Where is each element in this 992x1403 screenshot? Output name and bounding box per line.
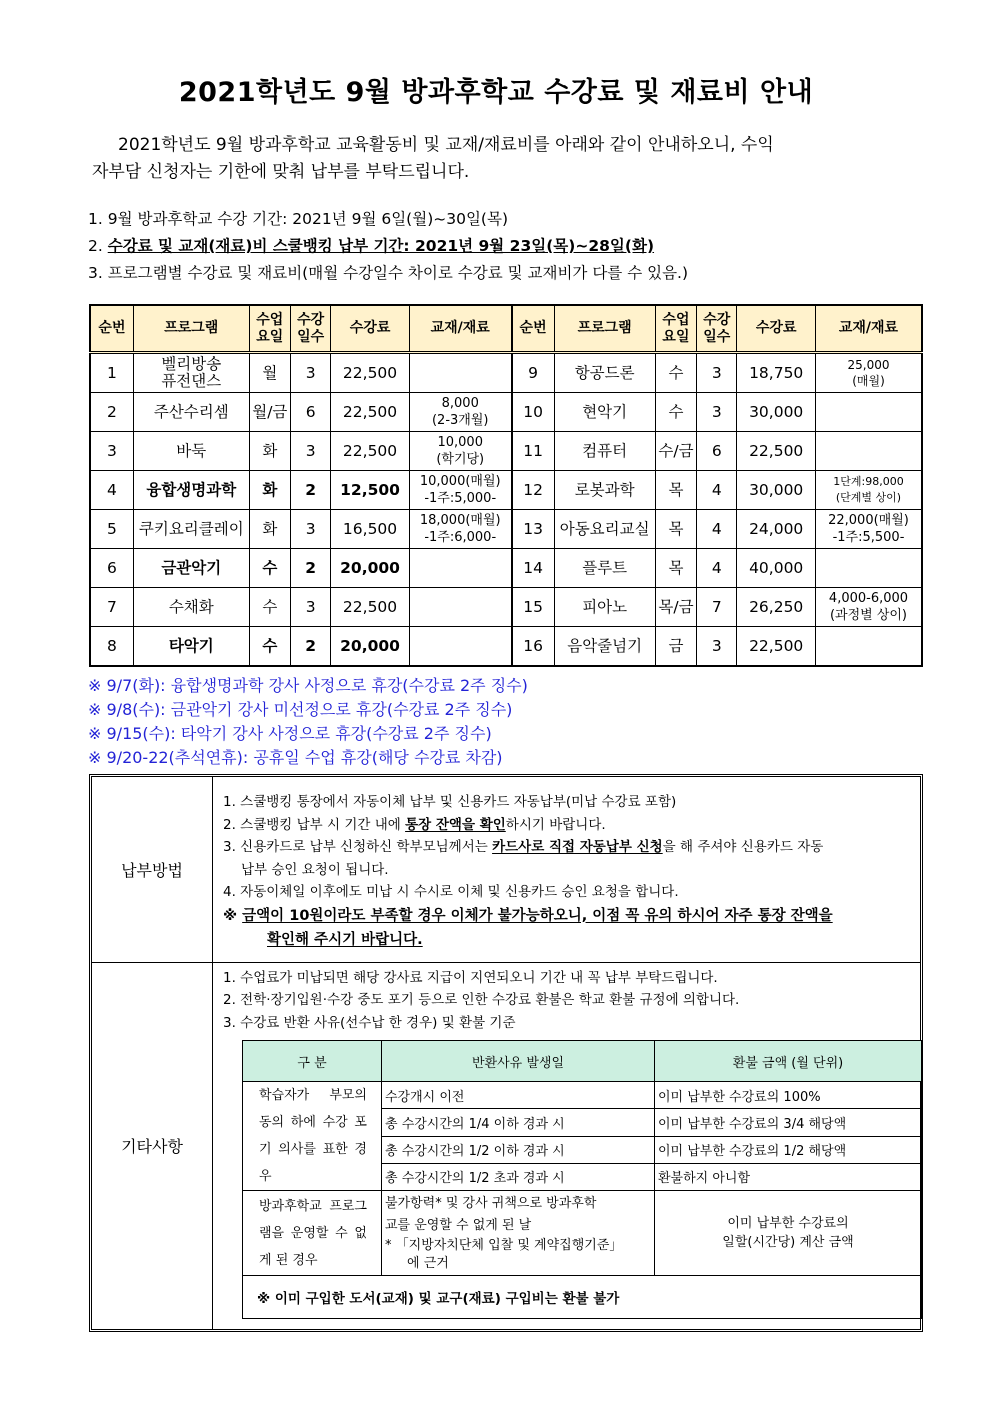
cell-program: 피아노 (554, 588, 655, 627)
cell-program: 바둑 (133, 432, 249, 471)
fee-table-header (90, 305, 922, 353)
cell-program: 플루트 (554, 549, 655, 588)
cell-day: 수 (249, 549, 290, 588)
cell-day: 수 (249, 588, 290, 627)
cell-material (815, 549, 922, 588)
header-no: 순번 (512, 305, 554, 353)
cell-count: 7 (697, 588, 737, 627)
header-count: 수강 일수 (697, 305, 737, 353)
notice-list (88, 674, 528, 770)
cell-day: 목/금 (655, 588, 696, 627)
cell-material: 25,000 (매월) (815, 353, 922, 393)
info-items (88, 206, 928, 287)
cell-day: 화 (249, 510, 290, 549)
notice-item: ※ 9/15(수): 타악기 강사 사정으로 휴강(수강료 2주 징수) (88, 724, 492, 743)
cell-material: 22,000(매월) -1주:5,500- (815, 510, 922, 549)
cell-program: 수채화 (133, 588, 249, 627)
header-material: 교재/재료 (815, 305, 922, 353)
cell-fee: 24,000 (737, 510, 816, 549)
refund-table (242, 1040, 922, 1319)
cell-day: 월 (249, 353, 290, 393)
header-no: 순번 (90, 305, 133, 353)
fee-table-row (90, 588, 922, 627)
cell-program: 현악기 (554, 393, 655, 432)
fee-table (89, 304, 923, 667)
header-material: 교재/재료 (409, 305, 511, 353)
cell-fee: 22,500 (331, 393, 410, 432)
cell-material (409, 588, 511, 627)
cell-no: 14 (512, 549, 554, 588)
header-day: 수업 요일 (249, 305, 290, 353)
header-program: 프로그램 (554, 305, 655, 353)
cell-program: 컴퓨터 (554, 432, 655, 471)
other-notes-section (92, 962, 920, 1330)
fee-table-row (90, 471, 922, 510)
notice-item: ※ 9/7(화): 융합생명과학 강사 사정으로 휴강(수강료 2주 징수) (88, 676, 528, 695)
cell-program: 타악기 (133, 627, 249, 667)
refund-table-header: 구 분 반환사유 발생일 환불 금액 (월 단위) (243, 1041, 922, 1082)
cell-count: 3 (697, 627, 737, 667)
cell-material: 1단계:98,000 (단계별 상이) (815, 471, 922, 510)
header-program: 프로그램 (133, 305, 249, 353)
cell-program: 융합생명과학 (133, 471, 249, 510)
fee-table-row (90, 510, 922, 549)
cell-material: 10,000 (학기당) (409, 432, 511, 471)
cell-day: 월/금 (249, 393, 290, 432)
payment-period-highlight: 수강료 및 교재(재료)비 스쿨뱅킹 납부 기간: 2021년 9월 23일(목)~28일(화) (107, 237, 655, 255)
cell-fee: 20,000 (331, 627, 410, 667)
cell-material (815, 393, 922, 432)
cell-count: 4 (697, 471, 737, 510)
cell-no: 13 (512, 510, 554, 549)
cell-count: 3 (290, 353, 330, 393)
cell-fee: 18,750 (737, 353, 816, 393)
refund-row: 총 수강시간의 1/2 이하 경과 시 이미 납부한 수강료의 1/2 해당액 (243, 1136, 922, 1163)
cell-day: 화 (249, 432, 290, 471)
cell-no: 3 (90, 432, 133, 471)
cell-program: 로봇과학 (554, 471, 655, 510)
cell-no: 8 (90, 627, 133, 667)
cell-fee: 40,000 (737, 549, 816, 588)
refund-footnote-row: ※ 이미 구입한 도서(교재) 및 교구(재료) 구입비는 환불 불가 (243, 1276, 922, 1319)
header-fee: 수강료 (331, 305, 410, 353)
cell-program: 벨리방송 퓨전댄스 (133, 353, 249, 393)
cell-no: 2 (90, 393, 133, 432)
notice-item: ※ 9/20-22(추석연휴): 공휴일 수업 휴강(해당 수강료 차감) (88, 748, 503, 767)
cell-day: 목 (655, 510, 696, 549)
intro-line-2: 자부담 신청자는 기한에 맞춰 납부를 부탁드립니다. (92, 162, 470, 182)
cell-no: 9 (512, 353, 554, 393)
cell-fee: 22,500 (331, 353, 410, 393)
cell-fee: 22,500 (331, 588, 410, 627)
cell-fee: 22,500 (737, 627, 816, 667)
cell-material: 8,000 (2-3개월) (409, 393, 511, 432)
cell-day: 목 (655, 549, 696, 588)
cell-program: 주산수리셈 (133, 393, 249, 432)
cell-no: 11 (512, 432, 554, 471)
cell-program: 음악줄넘기 (554, 627, 655, 667)
cell-program: 금관악기 (133, 549, 249, 588)
cell-fee: 22,500 (737, 432, 816, 471)
cell-no: 6 (90, 549, 133, 588)
cell-count: 4 (697, 549, 737, 588)
cell-material: 10,000(매월) -1주:5,000- (409, 471, 511, 510)
notice-item: ※ 9/8(수): 금관악기 강사 미선정으로 휴강(수강료 2주 징수) (88, 700, 513, 719)
cell-fee: 30,000 (737, 393, 816, 432)
cell-count: 3 (697, 393, 737, 432)
cell-no: 4 (90, 471, 133, 510)
fee-table-row (90, 627, 922, 667)
cell-fee: 16,500 (331, 510, 410, 549)
cell-day: 수/금 (655, 432, 696, 471)
cell-day: 수 (655, 353, 696, 393)
refund-row: 총 수강시간의 1/2 초과 경과 시 환불하지 아니함 (243, 1163, 922, 1190)
cell-material (409, 549, 511, 588)
cell-count: 3 (697, 353, 737, 393)
cell-fee: 20,000 (331, 549, 410, 588)
other-notes-label: 기타사항 (92, 963, 213, 1330)
cell-material (815, 627, 922, 667)
fee-table-row (90, 432, 922, 471)
other-notes-body: 1. 수업료가 미납되면 해당 강사료 지급이 지연되오니 기간 내 꼭 납부 부탁드립니다. 2. 전학·장기입원·수강 중도 포기 등으로 인한 수강료 환불은 학교 환불 규정에 의합니다. 3. 수강료 반환 사유(선수납 한 경우) 및 환불 기준 구 분 반환사유 발생일 환불 금액 (월 단위) 학습자가 부모의 동의 하에 수강 포기 의사를 표한 경우 수강개시 이전 이미 납부한 수강료의 100% 총 수강시간의 1/4 이하 경과 시 이미 납부한 수강료의 3/4 해당액 총 수강시간의 1/2 이하 경과 시 이미 납부한 수강료의 1/2 해당액 총 수강시간의 1/2 초과 경과 시 환불하지 아니함 방과후학교 프로그램을 운영할 수 없게 된 경우 불가항력* 및 강사 귀책으로 방과후학 교를 운영할 수 없게 된 날 * 「지방자치단체 입찰 및 계약집행기준」 에 근거 이미 납부한 수강료의 일할(시간당) 계산 금액 ※ 이미 구입한 도서(교재) 및 교구(재료) 구입비는 환불 불가 (213, 963, 930, 1330)
cell-count: 2 (290, 549, 330, 588)
cell-day: 수 (249, 627, 290, 667)
item-period: 1. 9월 방과후학교 수강 기간: 2021년 9월 6일(월)~30일(목) (88, 210, 508, 228)
fee-table-row (90, 549, 922, 588)
payment-method-label: 납부방법 (92, 777, 213, 962)
item-program-fees: 3. 프로그램별 수강료 및 재료비(매월 수강일수 차이로 수강료 및 교재비가 다를 수 있음.) (88, 264, 689, 282)
cell-count: 6 (697, 432, 737, 471)
cell-no: 12 (512, 471, 554, 510)
cell-material: 4,000-6,000 (과정별 상이) (815, 588, 922, 627)
cell-no: 7 (90, 588, 133, 627)
cell-count: 6 (290, 393, 330, 432)
cell-count: 3 (290, 510, 330, 549)
cell-material (409, 353, 511, 393)
cell-fee: 30,000 (737, 471, 816, 510)
cell-fee: 26,250 (737, 588, 816, 627)
cell-program: 쿠키요리클레이 (133, 510, 249, 549)
cell-program: 항공드론 (554, 353, 655, 393)
cell-count: 3 (290, 432, 330, 471)
cell-no: 10 (512, 393, 554, 432)
fee-table-row (90, 393, 922, 432)
intro-line-1: 2021학년도 9월 방과후학교 교육활동비 및 교재/재료비를 아래와 같이 안내하오니, 수익 (118, 135, 774, 155)
refund-row: 학습자가 부모의 동의 하에 수강 포기 의사를 표한 경우 수강개시 이전 이미 납부한 수강료의 100% (243, 1082, 922, 1109)
cell-fee: 22,500 (331, 432, 410, 471)
cell-day: 화 (249, 471, 290, 510)
cell-count: 2 (290, 627, 330, 667)
header-count: 수강 일수 (290, 305, 330, 353)
cell-no: 16 (512, 627, 554, 667)
header-day: 수업 요일 (655, 305, 696, 353)
cell-count: 4 (697, 510, 737, 549)
cell-material (815, 432, 922, 471)
balance-warning: ※ 금액이 10원이라도 부족할 경우 이체가 불가능하오니, 이점 꼭 유의 하시어 자주 통장 잔액을 (223, 907, 833, 924)
cell-no: 5 (90, 510, 133, 549)
cell-day: 목 (655, 471, 696, 510)
refund-row: 방과후학교 프로그램을 운영할 수 없게 된 경우 불가항력* 및 강사 귀책으로 방과후학 교를 운영할 수 없게 된 날 * 「지방자치단체 입찰 및 계약집행기준」 에 근거 이미 납부한 수강료의 일할(시간당) 계산 금액 (243, 1191, 922, 1276)
item-payment-period: 2. 수강료 및 교재(재료)비 스쿨뱅킹 납부 기간: 2021년 9월 23일(목)~28일(화) (88, 237, 655, 255)
cell-program: 아동요리교실 (554, 510, 655, 549)
cell-count: 3 (290, 588, 330, 627)
refund-row: 총 수강시간의 1/4 이하 경과 시 이미 납부한 수강료의 3/4 해당액 (243, 1109, 922, 1136)
intro-paragraph (92, 132, 912, 186)
info-box (89, 774, 923, 1332)
payment-method-section (92, 777, 920, 962)
cell-day: 수 (655, 393, 696, 432)
cell-count: 2 (290, 471, 330, 510)
fee-table-row (90, 353, 922, 393)
cell-material: 18,000(매월) -1주:6,000- (409, 510, 511, 549)
cell-day: 금 (655, 627, 696, 667)
cell-no: 15 (512, 588, 554, 627)
cell-material (409, 627, 511, 667)
cell-no: 1 (90, 353, 133, 393)
payment-method-body: 1. 스쿨뱅킹 통장에서 자동이체 납부 및 신용카드 자동납부(미납 수강료 포함) 2. 스쿨뱅킹 납부 시 기간 내에 통장 잔액을 확인하시기 바랍니다. 3. 신용카드로 납부 신청하신 학부모님께서는 카드사로 직접 자동납부 신청을 해 주셔야 신용카드 자동 납부 승인 요청이 됩니다. 4. 자동이체일 이후에도 미납 시 수시로 이체 및 신용카드 승인 요청을 합니다. ※ 금액이 10원이라도 부족할 경우 이체가 불가능하오니, 이점 꼭 유의 하시어 자주 통장 잔액을 확인해 주시기 바랍니다. (213, 777, 920, 962)
page-title: 2021학년도 9월 방과후학교 수강료 및 재료비 안내 (178, 77, 814, 108)
header-fee: 수강료 (737, 305, 816, 353)
cell-fee: 12,500 (331, 471, 410, 510)
